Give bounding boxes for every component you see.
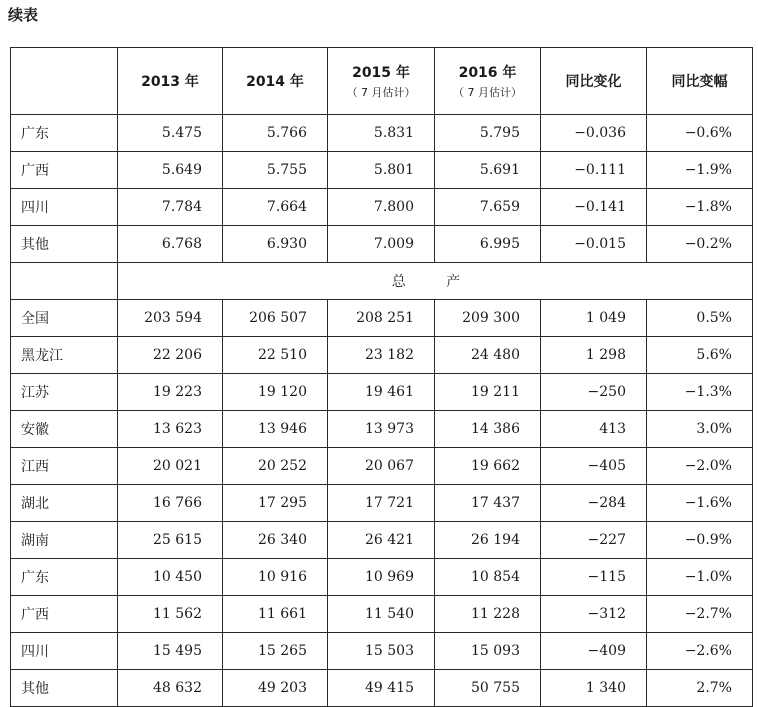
cell-pct: 2.7% — [647, 670, 753, 707]
cell-v2016: 50 755 — [435, 670, 541, 707]
header-2015-year: 2015 年 — [352, 65, 410, 81]
cell-v2015: 15 503 — [328, 633, 435, 670]
cell-v2016: 6.995 — [435, 226, 541, 263]
table-row — [11, 337, 753, 374]
cell-v2015: 7.009 — [328, 226, 435, 263]
cell-pct: −2.6% — [647, 633, 753, 670]
cell-v2014: 22 510 — [223, 337, 328, 374]
cell-pct: −1.0% — [647, 559, 753, 596]
cell-chg: −312 — [541, 596, 647, 633]
row-label: 其他 — [11, 670, 118, 707]
cell-chg: −284 — [541, 485, 647, 522]
row-label: 广西 — [11, 596, 118, 633]
header-2014: 2014 年 — [223, 48, 328, 115]
cell-v2014: 5.755 — [223, 152, 328, 189]
cell-v2016: 24 480 — [435, 337, 541, 374]
data-table — [10, 47, 753, 707]
cell-pct: −0.2% — [647, 226, 753, 263]
cell-v2013: 7.784 — [118, 189, 223, 226]
cell-pct: 5.6% — [647, 337, 753, 374]
cell-v2013: 19 223 — [118, 374, 223, 411]
cell-v2015: 208 251 — [328, 300, 435, 337]
cell-v2014: 7.664 — [223, 189, 328, 226]
cell-chg: 1 340 — [541, 670, 647, 707]
cell-v2016: 11 228 — [435, 596, 541, 633]
section-blank — [11, 263, 118, 300]
header-2016-year: 2016 年 — [458, 65, 517, 81]
row-label: 湖南 — [11, 522, 118, 559]
row-label: 其他 — [11, 226, 118, 263]
cell-v2013: 6.768 — [118, 226, 223, 263]
cell-chg: −250 — [541, 374, 647, 411]
table-row — [11, 226, 753, 263]
table-row — [11, 485, 753, 522]
cell-v2013: 22 206 — [118, 337, 223, 374]
header-yoy-pct: 同比变幅 — [647, 48, 753, 115]
cell-v2013: 15 495 — [118, 633, 223, 670]
cell-v2013: 5.475 — [118, 115, 223, 152]
table-row — [11, 152, 753, 189]
table-row — [11, 300, 753, 337]
cell-v2015: 26 421 — [328, 522, 435, 559]
cell-v2016: 10 854 — [435, 559, 541, 596]
cell-pct: −1.3% — [647, 374, 753, 411]
cell-chg: −0.015 — [541, 226, 647, 263]
cell-chg: −405 — [541, 448, 647, 485]
cell-v2014: 19 120 — [223, 374, 328, 411]
row-label: 江苏 — [11, 374, 118, 411]
cell-v2013: 25 615 — [118, 522, 223, 559]
cell-v2015: 11 540 — [328, 596, 435, 633]
cell-v2014: 17 295 — [223, 485, 328, 522]
table-row — [11, 411, 753, 448]
cell-v2014: 206 507 — [223, 300, 328, 337]
cell-v2014: 15 265 — [223, 633, 328, 670]
row-label: 全国 — [11, 300, 118, 337]
row-label: 安徽 — [11, 411, 118, 448]
table-row — [11, 115, 753, 152]
cell-v2013: 13 623 — [118, 411, 223, 448]
cell-pct: −0.9% — [647, 522, 753, 559]
cell-pct: −1.8% — [647, 189, 753, 226]
row-label: 江西 — [11, 448, 118, 485]
cell-v2014: 20 252 — [223, 448, 328, 485]
table-row — [11, 596, 753, 633]
cell-v2013: 5.649 — [118, 152, 223, 189]
cell-chg: −409 — [541, 633, 647, 670]
row-label: 广东 — [11, 559, 118, 596]
table-row — [11, 189, 753, 226]
row-label: 四川 — [11, 189, 118, 226]
cell-pct: −2.7% — [647, 596, 753, 633]
table-row — [11, 448, 753, 485]
cell-v2016: 19 662 — [435, 448, 541, 485]
cell-v2014: 49 203 — [223, 670, 328, 707]
cell-chg: −115 — [541, 559, 647, 596]
cell-v2016: 7.659 — [435, 189, 541, 226]
cell-chg: 413 — [541, 411, 647, 448]
row-label: 湖北 — [11, 485, 118, 522]
cell-v2013: 10 450 — [118, 559, 223, 596]
table-row — [11, 559, 753, 596]
cell-v2016: 26 194 — [435, 522, 541, 559]
header-2013: 2013 年 — [118, 48, 223, 115]
cell-v2014: 6.930 — [223, 226, 328, 263]
cell-v2014: 13 946 — [223, 411, 328, 448]
header-corner — [11, 48, 118, 115]
cell-v2016: 209 300 — [435, 300, 541, 337]
table-row — [11, 374, 753, 411]
row-label: 广东 — [11, 115, 118, 152]
header-2015-sub: （ 7 月估计） — [346, 86, 416, 99]
cell-v2015: 20 067 — [328, 448, 435, 485]
cell-v2016: 5.691 — [435, 152, 541, 189]
cell-chg: −0.141 — [541, 189, 647, 226]
cell-v2013: 20 021 — [118, 448, 223, 485]
cell-v2015: 17 721 — [328, 485, 435, 522]
header-yoy-change: 同比变化 — [541, 48, 647, 115]
cell-pct: −0.6% — [647, 115, 753, 152]
cell-v2013: 11 562 — [118, 596, 223, 633]
cell-v2014: 10 916 — [223, 559, 328, 596]
table-row — [11, 633, 753, 670]
cell-v2016: 19 211 — [435, 374, 541, 411]
header-row — [11, 48, 753, 115]
cell-chg: −0.111 — [541, 152, 647, 189]
section-title: 总 产 — [118, 263, 753, 300]
cell-v2014: 26 340 — [223, 522, 328, 559]
cell-v2013: 203 594 — [118, 300, 223, 337]
row-label: 黑龙江 — [11, 337, 118, 374]
cell-pct: −2.0% — [647, 448, 753, 485]
cell-chg: 1 049 — [541, 300, 647, 337]
cell-pct: −1.6% — [647, 485, 753, 522]
header-2016-sub: （ 7 月估计） — [453, 86, 522, 99]
cell-pct: −1.9% — [647, 152, 753, 189]
cell-pct: 3.0% — [647, 411, 753, 448]
table-row — [11, 670, 753, 707]
cell-v2014: 5.766 — [223, 115, 328, 152]
cell-v2016: 17 437 — [435, 485, 541, 522]
cell-v2016: 14 386 — [435, 411, 541, 448]
cell-chg: −227 — [541, 522, 647, 559]
table-row — [11, 522, 753, 559]
row-label: 四川 — [11, 633, 118, 670]
section-row — [11, 263, 753, 300]
cell-v2015: 19 461 — [328, 374, 435, 411]
cell-v2015: 23 182 — [328, 337, 435, 374]
cell-pct: 0.5% — [647, 300, 753, 337]
cell-v2015: 10 969 — [328, 559, 435, 596]
cell-v2015: 49 415 — [328, 670, 435, 707]
cell-v2015: 5.831 — [328, 115, 435, 152]
row-label: 广西 — [11, 152, 118, 189]
cell-v2015: 13 973 — [328, 411, 435, 448]
cell-v2016: 5.795 — [435, 115, 541, 152]
cell-v2015: 5.801 — [328, 152, 435, 189]
cell-v2016: 15 093 — [435, 633, 541, 670]
cell-v2015: 7.800 — [328, 189, 435, 226]
header-2016 — [435, 48, 541, 115]
cell-v2014: 11 661 — [223, 596, 328, 633]
page-title: 续表 — [8, 6, 39, 24]
cell-chg: −0.036 — [541, 115, 647, 152]
cell-chg: 1 298 — [541, 337, 647, 374]
cell-v2013: 16 766 — [118, 485, 223, 522]
cell-v2013: 48 632 — [118, 670, 223, 707]
header-2015 — [328, 48, 435, 115]
